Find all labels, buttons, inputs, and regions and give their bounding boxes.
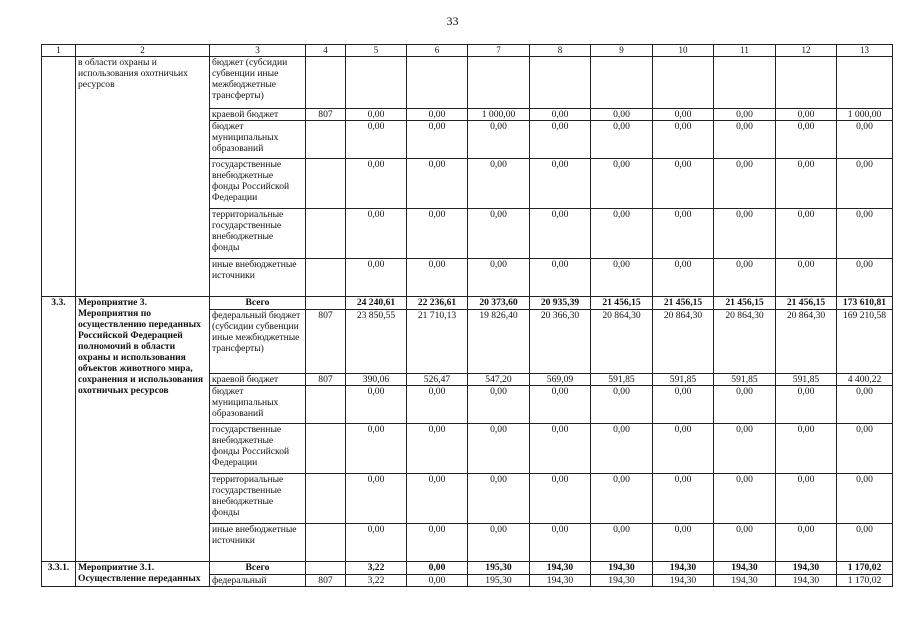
value-cell: 0,00: [653, 121, 714, 159]
value-cell: 0,00: [468, 159, 530, 209]
value-cell: 0,00: [653, 259, 714, 297]
total-value: 22 236,61: [407, 297, 468, 310]
value-cell: 169 210,58: [837, 310, 893, 374]
value-cell: 1 000,00: [468, 109, 530, 121]
total-label: Всего: [210, 562, 306, 575]
column-header: 12: [776, 45, 837, 57]
funding-source: иные внебюджетные источники: [210, 524, 306, 562]
value-cell: 0,00: [591, 121, 653, 159]
total-value: 24 240,61: [346, 297, 407, 310]
code-cell: [306, 524, 346, 562]
value-cell: 0,00: [591, 424, 653, 474]
funding-source: федеральный бюджет (субсидии субвенции иные межбюджетные трансферты): [210, 310, 306, 374]
value-cell: 0,00: [776, 259, 837, 297]
value-cell: 194,30: [653, 575, 714, 587]
total-value: 3,22: [346, 562, 407, 575]
total-label: Всего: [210, 297, 306, 310]
value-cell: 0,00: [407, 386, 468, 424]
value-cell: 0,00: [591, 524, 653, 562]
funding-source: иные внебюджетные источники: [210, 259, 306, 297]
value-cell: 0,00: [776, 209, 837, 259]
value-cell: 0,00: [591, 159, 653, 209]
code-cell: [306, 386, 346, 424]
value-cell: 0,00: [346, 386, 407, 424]
funding-source: краевой бюджет: [210, 374, 306, 386]
value-cell: 0,00: [468, 524, 530, 562]
value-cell: 20 366,30: [530, 310, 591, 374]
value-cell: [837, 57, 893, 109]
value-cell: 0,00: [776, 524, 837, 562]
value-cell: 0,00: [407, 424, 468, 474]
item-name: в области охраны и использования охотничьих ресурсов: [76, 57, 210, 297]
column-header: 6: [407, 45, 468, 57]
value-cell: [591, 57, 653, 109]
value-cell: 526,47: [407, 374, 468, 386]
value-cell: 0,00: [653, 524, 714, 562]
value-cell: 1 170,02: [837, 575, 893, 587]
item-name: Мероприятие 3.1. Осуществление переданных: [76, 562, 210, 587]
total-value: 0,00: [407, 562, 468, 575]
funding-source: территориальные государственные внебюджетные фонды: [210, 209, 306, 259]
value-cell: 0,00: [837, 386, 893, 424]
total-value: 194,30: [530, 562, 591, 575]
value-cell: 0,00: [776, 159, 837, 209]
value-cell: 0,00: [591, 386, 653, 424]
value-cell: 0,00: [837, 259, 893, 297]
funding-source: государственные внебюджетные фонды Российской Федерации: [210, 159, 306, 209]
total-value: 20 935,39: [530, 297, 591, 310]
value-cell: 547,20: [468, 374, 530, 386]
total-value: 194,30: [653, 562, 714, 575]
total-value: 1 170,02: [837, 562, 893, 575]
value-cell: 4 400,22: [837, 374, 893, 386]
value-cell: 591,85: [653, 374, 714, 386]
total-value: 195,30: [468, 562, 530, 575]
value-cell: 0,00: [407, 159, 468, 209]
value-cell: 0,00: [776, 474, 837, 524]
value-cell: 0,00: [407, 575, 468, 587]
value-cell: 0,00: [591, 474, 653, 524]
value-cell: 19 826,40: [468, 310, 530, 374]
value-cell: 591,85: [714, 374, 776, 386]
value-cell: 194,30: [776, 575, 837, 587]
value-cell: 0,00: [530, 474, 591, 524]
column-header: 5: [346, 45, 407, 57]
funding-source: территориальные государственные внебюджетные фонды: [210, 474, 306, 524]
code-cell: 807: [306, 575, 346, 587]
total-value: 194,30: [776, 562, 837, 575]
value-cell: [776, 57, 837, 109]
code-cell: 807: [306, 310, 346, 374]
value-cell: 0,00: [714, 524, 776, 562]
table-body: [42, 45, 893, 587]
value-cell: 0,00: [407, 474, 468, 524]
value-cell: 0,00: [714, 109, 776, 121]
value-cell: 0,00: [530, 121, 591, 159]
value-cell: 0,00: [591, 109, 653, 121]
column-header: 2: [76, 45, 210, 57]
total-value: 194,30: [591, 562, 653, 575]
value-cell: 0,00: [776, 121, 837, 159]
value-cell: 0,00: [714, 474, 776, 524]
code-cell: 807: [306, 374, 346, 386]
value-cell: [407, 57, 468, 109]
funding-source: бюджет муниципальных образований: [210, 386, 306, 424]
total-row: [42, 297, 893, 310]
item-name: Мероприятие 3. Мероприятия по осуществлению переданных Российской Федерацией полномочий в области охраны и использования объектов животного мира, сохранения и использования охотничьих ресурсов: [76, 297, 210, 562]
value-cell: [530, 57, 591, 109]
value-cell: 0,00: [714, 209, 776, 259]
value-cell: 0,00: [837, 159, 893, 209]
value-cell: 0,00: [346, 524, 407, 562]
column-header: 13: [837, 45, 893, 57]
column-header: 10: [653, 45, 714, 57]
value-cell: 0,00: [468, 121, 530, 159]
value-cell: 21 710,13: [407, 310, 468, 374]
value-cell: 0,00: [653, 159, 714, 209]
code-cell: [306, 259, 346, 297]
column-header: 7: [468, 45, 530, 57]
value-cell: 0,00: [591, 259, 653, 297]
value-cell: 20 864,30: [591, 310, 653, 374]
value-cell: 195,30: [468, 575, 530, 587]
column-header: 4: [306, 45, 346, 57]
code-cell: [306, 424, 346, 474]
code-cell: [306, 209, 346, 259]
value-cell: 0,00: [776, 109, 837, 121]
value-cell: 0,00: [653, 386, 714, 424]
value-cell: 390,06: [346, 374, 407, 386]
page-number: 33: [446, 14, 459, 28]
value-cell: 0,00: [346, 424, 407, 474]
total-value: 21 456,15: [653, 297, 714, 310]
column-header: 9: [591, 45, 653, 57]
value-cell: 0,00: [407, 209, 468, 259]
column-header: 11: [714, 45, 776, 57]
code-cell: [306, 562, 346, 575]
value-cell: 0,00: [530, 386, 591, 424]
value-cell: 194,30: [714, 575, 776, 587]
value-cell: 0,00: [468, 386, 530, 424]
code-cell: [306, 121, 346, 159]
value-cell: 0,00: [776, 386, 837, 424]
item-number: 3.3.1.: [42, 562, 76, 587]
value-cell: 3,22: [346, 575, 407, 587]
value-cell: [714, 57, 776, 109]
code-cell: [306, 57, 346, 109]
value-cell: 194,30: [530, 575, 591, 587]
item-number: [42, 57, 76, 297]
value-cell: [653, 57, 714, 109]
value-cell: 0,00: [530, 159, 591, 209]
value-cell: 0,00: [468, 209, 530, 259]
code-cell: [306, 159, 346, 209]
value-cell: 569,09: [530, 374, 591, 386]
value-cell: 0,00: [346, 121, 407, 159]
value-cell: 0,00: [346, 209, 407, 259]
total-value: 173 610,81: [837, 297, 893, 310]
header-row: [42, 45, 893, 57]
value-cell: 0,00: [530, 424, 591, 474]
value-cell: [468, 57, 530, 109]
funding-source: краевой бюджет: [210, 109, 306, 121]
funding-source: государственные внебюджетные фонды Российской Федерации: [210, 424, 306, 474]
total-value: 21 456,15: [714, 297, 776, 310]
value-cell: 0,00: [407, 524, 468, 562]
value-cell: 20 864,30: [776, 310, 837, 374]
value-cell: 0,00: [346, 259, 407, 297]
value-cell: 0,00: [653, 474, 714, 524]
value-cell: 0,00: [530, 524, 591, 562]
total-value: 21 456,15: [776, 297, 837, 310]
column-header: 1: [42, 45, 76, 57]
value-cell: 0,00: [468, 474, 530, 524]
total-value: 194,30: [714, 562, 776, 575]
value-cell: 0,00: [468, 259, 530, 297]
code-cell: [306, 297, 346, 310]
value-cell: 0,00: [407, 121, 468, 159]
value-cell: 0,00: [653, 109, 714, 121]
value-cell: 0,00: [714, 121, 776, 159]
value-cell: 591,85: [776, 374, 837, 386]
total-value: 21 456,15: [591, 297, 653, 310]
total-value: 20 373,60: [468, 297, 530, 310]
value-cell: 0,00: [407, 259, 468, 297]
value-cell: 0,00: [776, 424, 837, 474]
value-cell: 0,00: [837, 524, 893, 562]
value-cell: 0,00: [591, 209, 653, 259]
code-cell: [306, 474, 346, 524]
total-row: [42, 562, 893, 575]
value-cell: 0,00: [837, 209, 893, 259]
budget-table: [41, 44, 893, 587]
value-cell: 0,00: [346, 159, 407, 209]
funding-source: бюджет муниципальных образований: [210, 121, 306, 159]
value-cell: 20 864,30: [653, 310, 714, 374]
funding-source: бюджет (субсидии субвенции иные межбюджетные трансферты): [210, 57, 306, 109]
value-cell: 0,00: [530, 259, 591, 297]
column-header: 3: [210, 45, 306, 57]
value-cell: 0,00: [653, 209, 714, 259]
value-cell: 0,00: [837, 424, 893, 474]
code-cell: 807: [306, 109, 346, 121]
funding-source: федеральный: [210, 575, 306, 587]
value-cell: 0,00: [653, 424, 714, 474]
value-cell: 194,30: [591, 575, 653, 587]
value-cell: 0,00: [837, 474, 893, 524]
value-cell: 0,00: [837, 121, 893, 159]
column-header: 8: [530, 45, 591, 57]
value-cell: 591,85: [591, 374, 653, 386]
value-cell: 0,00: [714, 159, 776, 209]
value-cell: 23 850,55: [346, 310, 407, 374]
table-row: [42, 57, 893, 109]
value-cell: 20 864,30: [714, 310, 776, 374]
value-cell: 0,00: [530, 109, 591, 121]
value-cell: 0,00: [714, 386, 776, 424]
value-cell: 0,00: [468, 424, 530, 474]
value-cell: 1 000,00: [837, 109, 893, 121]
value-cell: 0,00: [714, 424, 776, 474]
value-cell: 0,00: [346, 474, 407, 524]
item-number: 3.3.: [42, 297, 76, 562]
value-cell: 0,00: [407, 109, 468, 121]
value-cell: 0,00: [714, 259, 776, 297]
value-cell: 0,00: [530, 209, 591, 259]
value-cell: 0,00: [346, 109, 407, 121]
value-cell: [346, 57, 407, 109]
